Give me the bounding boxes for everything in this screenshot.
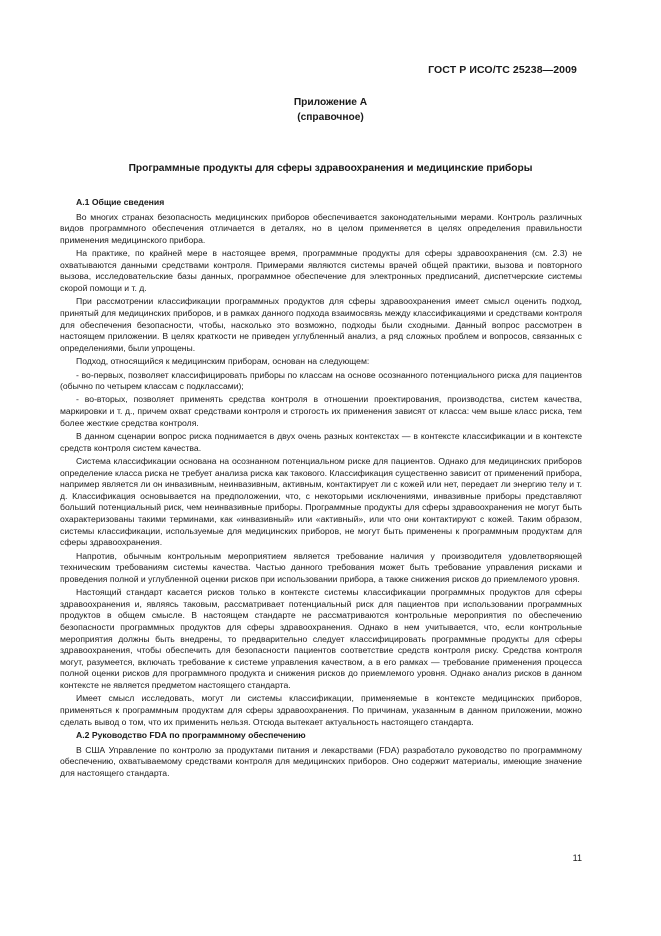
paragraph: - во-первых, позволяет классифицировать приборы по классам на основе осознанного потенциального риска для пациентов (обычно по четырем классам с подклассами);	[60, 369, 582, 392]
paragraph: Напротив, обычным контрольным мероприятием является требование наличия у производителя удовлетворяющей техническим требованиям системы качества. Частью данного требования может быть требование управления рисками и проведения полной и углубленной оценки рисков при использовании прибора, а также снижения рисков до приемлемого уровня.	[60, 550, 582, 584]
paragraph: При рассмотрении классификации программных продуктов для сферы здравоохранения имеет смысл оценить подход, принятый для медицинских приборов, и в рамках данного подхода взаимосвязь между классификациями и средствами контроля для обеспечения безопасности, чтобы, насколько это возможно, подходы были сходными. Данный вопрос рассмотрен в настоящем приложении. В целях краткости не приведен углубленный анализ, а ряд сложных проблем и вопросов, связанных с определениями, были упрощены.	[60, 296, 582, 353]
paragraph: На практике, по крайней мере в настоящее время, программные продукты для сферы здравоохранения (см. 2.3) не охватываются данными средствами контроля. Примерами являются системы врачей общей практики, вызова и повторного вызова, исследовательские базы данных, программное обеспечение для электронных предписаний, диспетчерские системы скорой помощи и т. д.	[60, 248, 582, 293]
paragraph: - во-вторых, позволяет применять средства контроля в отношении проектирования, производства, систем качества, маркировки и т. д., причем охват средствами контроля и строгость их применения зависят от класса: чем выше класс риска, тем более жесткие средства контроля.	[60, 394, 582, 428]
annex-title: Приложение А	[293, 97, 368, 108]
page-number: 11	[572, 853, 582, 863]
annex-subtitle: (справочное)	[297, 112, 364, 123]
section-heading: А.2 Руководство FDA по программному обеспечению	[76, 730, 306, 741]
body-text	[60, 195, 582, 781]
annex-heading: Программные продукты для сферы здравоохранения и медицинские приборы	[128, 163, 533, 174]
paragraph: В данном сценарии вопрос риска поднимается в двух очень разных контекстах — в контексте классификации и в контексте средств контроля систем качества.	[60, 431, 582, 453]
paragraph: Имеет смысл исследовать, могут ли системы классификации, применяемые в контексте медицинских приборов, применяться к программным продуктам для сферы здравоохранения. По причинам, указанным в данном приложении, можно сделать вывод о том, что их применить нельзя. Отсюда вытекает актуальность настоящего стандарта.	[60, 693, 582, 727]
paragraph: В США Управление по контролю за продуктами питания и лекарствами (FDA) разработало руководство по программному обеспечению, охватываемому средствами контроля для медицинских приборов. Оно содержит материалы, имеющие значение для настоящего стандарта.	[60, 744, 582, 778]
paragraph: Система классификации основана на осознанном потенциальном риске для пациентов. Однако для медицинских приборов определение класса риска не требует анализа риска как такового. Классификация существенно зависит от применений прибора, например является ли он инвазивным, неинвазивным, активным, контактирует ли с кожей или нет, передает ли энергию телу и т. д. Классификация основывается на предположении, что, с некоторыми исключениями, инвазивные приборы представляют больший потенциальный риск, чем неинвазивные приборы. Программные продукты для сферы здравоохранения не могут быть охарактеризованы такими терминами, как «инвазивный» или «активный», или что они контактируют с кожей. Таким образом, системы классификации, используемые для медицинских приборов, не могут быть применены к программным продуктам для сферы здравоохранения.	[60, 456, 582, 548]
paragraph: Настоящий стандарт касается рисков только в контексте системы классификации программных продуктов для сферы здравоохранения и, являясь таковым, рассматривает потенциальный риск для пациентов при использовании программных продуктов в общем смысле. В настоящем стандарте не рассматриваются контрольные мероприятия по обеспечению безопасности программных продуктов для сферы здравоохранения. Однако в нем учитывается, что, если контрольные мероприятия должны быть внедрены, то предварительно следует классифицировать программные продукты для сферы здравоохранения, чтобы обеспечить для безопасности пациентов соответствие средств контроля риску. Средства контроля могут, разумеется, включать требование к системе управления качеством, а в его рамках — требование применения процесса полной оценки рисков для программного продукта и снижения рисков до приемлемого уровня. Однако анализ рисков в данном контексте не является предметом настоящего стандарта.	[60, 587, 582, 690]
document-number: ГОСТ Р ИСО/ТС 25238—2009	[428, 64, 577, 76]
section-heading: А.1 Общие сведения	[76, 197, 165, 207]
paragraph: Во многих странах безопасность медицинских приборов обеспечивается законодательными мерами. Контроль различных видов программного обеспечения отличается в деталях, но в целом применяется в целях определения правильности применения медицинского прибора.	[60, 211, 582, 245]
paragraph: Подход, относящийся к медицинским приборам, основан на следующем:	[76, 356, 370, 367]
